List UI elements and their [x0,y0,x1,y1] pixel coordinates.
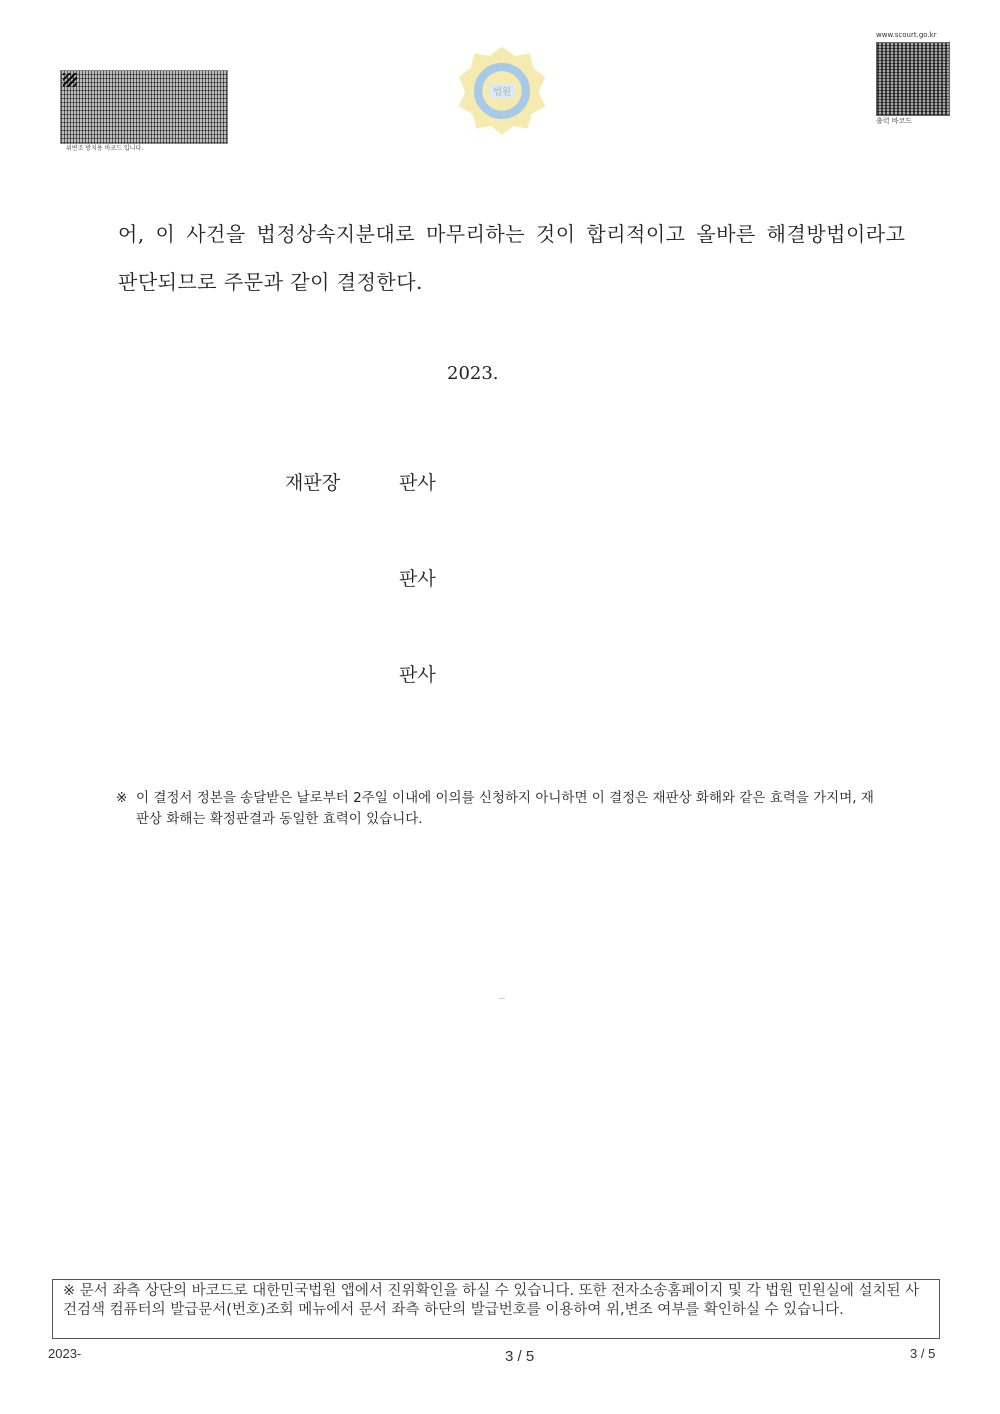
print-barcode [876,42,950,116]
anti-forgery-barcode-caption: 위변조 방지용 바코드 입니다. [66,145,144,152]
body-text-line-2: 판단되므로 주문과 같이 결정한다. [118,270,423,294]
barcode-stripe-icon [63,73,77,87]
body-text-line-1: 어, 이 사건을 법정상속지분대로 마무리하는 것이 합리적이고 올바른 해결방법이라고 [118,222,906,246]
print-barcode-caption: 출력 바코드 [876,117,913,125]
notice-mark: ※ [116,790,128,806]
judge-title-1: 판사 [399,472,436,494]
judge-title-2: 판사 [399,568,436,590]
scan-speck [499,998,505,999]
court-seal-icon [455,44,549,136]
notice-text: 이 결정서 정본을 송달받은 날로부터 2주일 이내에 이의를 신청하지 아니하면 이 결정은 재판상 화해와 같은 효력을 가지며, 재판상 화해는 확정판결과 동일한 효력이 있습니다. [136,790,874,827]
seal-text: 법원 [493,86,511,98]
page-number-right: 3 / 5 [910,1346,936,1361]
anti-forgery-barcode [60,70,228,144]
presiding-judge-role: 재판장 [285,472,341,494]
issue-number: 2023- [48,1346,82,1361]
verification-notice-box: ※ 문서 좌측 상단의 바코드로 대한민국법원 앱에서 진위확인을 하실 수 있습니다. 또한 전자소송홈페이지 및 각 법원 민원실에 설치된 사건검색 컴퓨터의 발급문서(번호)조회 메뉴에서 문서 좌측 하단의 발급번호를 이용하여 위,변조 여부를 확인하실 수 있습니다. [52,1279,940,1339]
court-url: www.scourt.go.kr [876,31,937,39]
decision-date: 2023. [447,363,499,384]
judge-title-3: 판사 [399,664,436,686]
page-number-center: 3 / 5 [505,1348,535,1365]
